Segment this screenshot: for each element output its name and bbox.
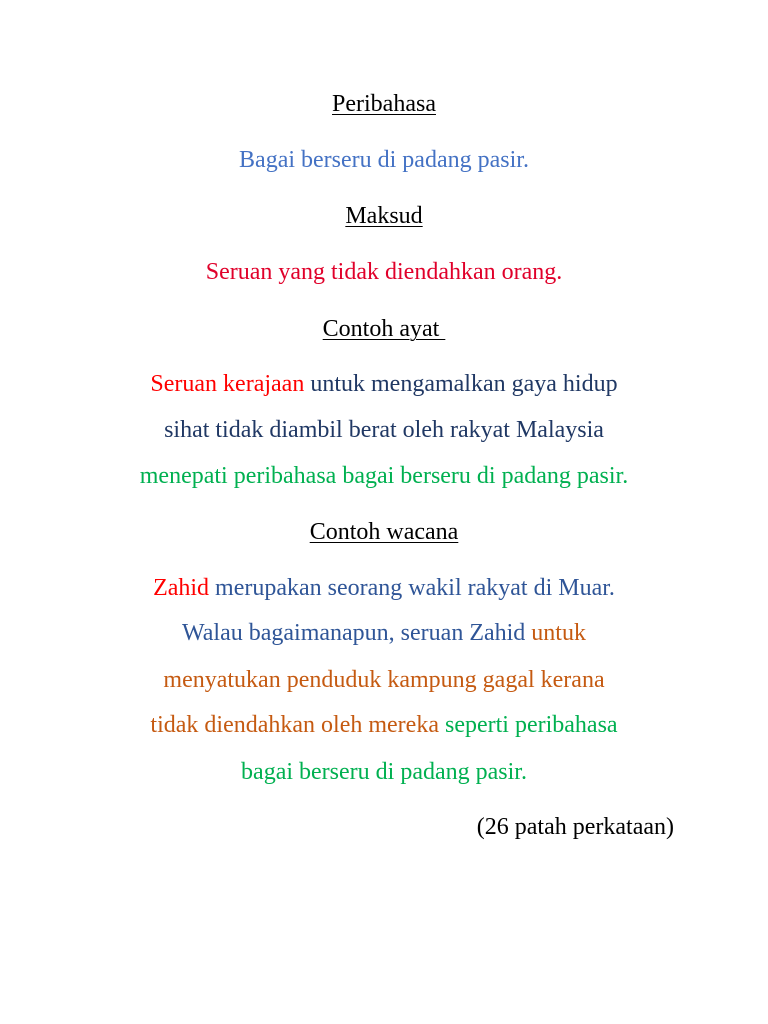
- heading-maksud: Maksud: [345, 203, 423, 229]
- contoh-wacana-line-4-green: seperti peribahasa: [444, 712, 618, 738]
- contoh-wacana-line-5: bagai berseru di padang pasir.: [241, 759, 527, 785]
- contoh-wacana-line-2-orange: untuk: [531, 620, 586, 646]
- contoh-wacana-line-2-steel: Walau bagaimanapun, seruan Zahid: [182, 620, 532, 646]
- contoh-ayat-line-1-navy: untuk mengamalkan gaya hidup: [304, 371, 618, 397]
- contoh-wacana-line-1-red: Zahid: [153, 575, 210, 601]
- contoh-ayat-line-1: [0, 369, 768, 399]
- contoh-ayat-line-2: sihat tidak diambil berat oleh rakyat Malaysia: [164, 417, 604, 443]
- heading-contoh-ayat: Contoh ayat: [322, 316, 446, 342]
- maksud-text: Seruan yang tidak diendahkan orang.: [205, 259, 563, 285]
- contoh-wacana-line-1-steel: merupakan seorang wakil rakyat di Muar.: [209, 575, 615, 601]
- contoh-ayat-line-3: menepati peribahasa bagai berseru di padang pasir.: [139, 463, 629, 489]
- contoh-wacana-line-3: menyatukan penduduk kampung gagal kerana: [163, 667, 605, 693]
- contoh-ayat-line-1-red: Seruan kerajaan: [150, 371, 305, 397]
- heading-contoh-wacana: Contoh wacana: [309, 519, 459, 545]
- contoh-wacana-line-4-orange: tidak diendahkan oleh mereka: [150, 712, 445, 738]
- contoh-wacana-line-2: [0, 618, 768, 648]
- word-count: (26 patah perkataan): [476, 814, 674, 840]
- peribahasa-text: Bagai berseru di padang pasir.: [239, 147, 529, 173]
- contoh-wacana-line-4: [0, 710, 768, 740]
- contoh-wacana-line-1: [0, 573, 768, 603]
- heading-peribahasa: Peribahasa: [332, 91, 436, 117]
